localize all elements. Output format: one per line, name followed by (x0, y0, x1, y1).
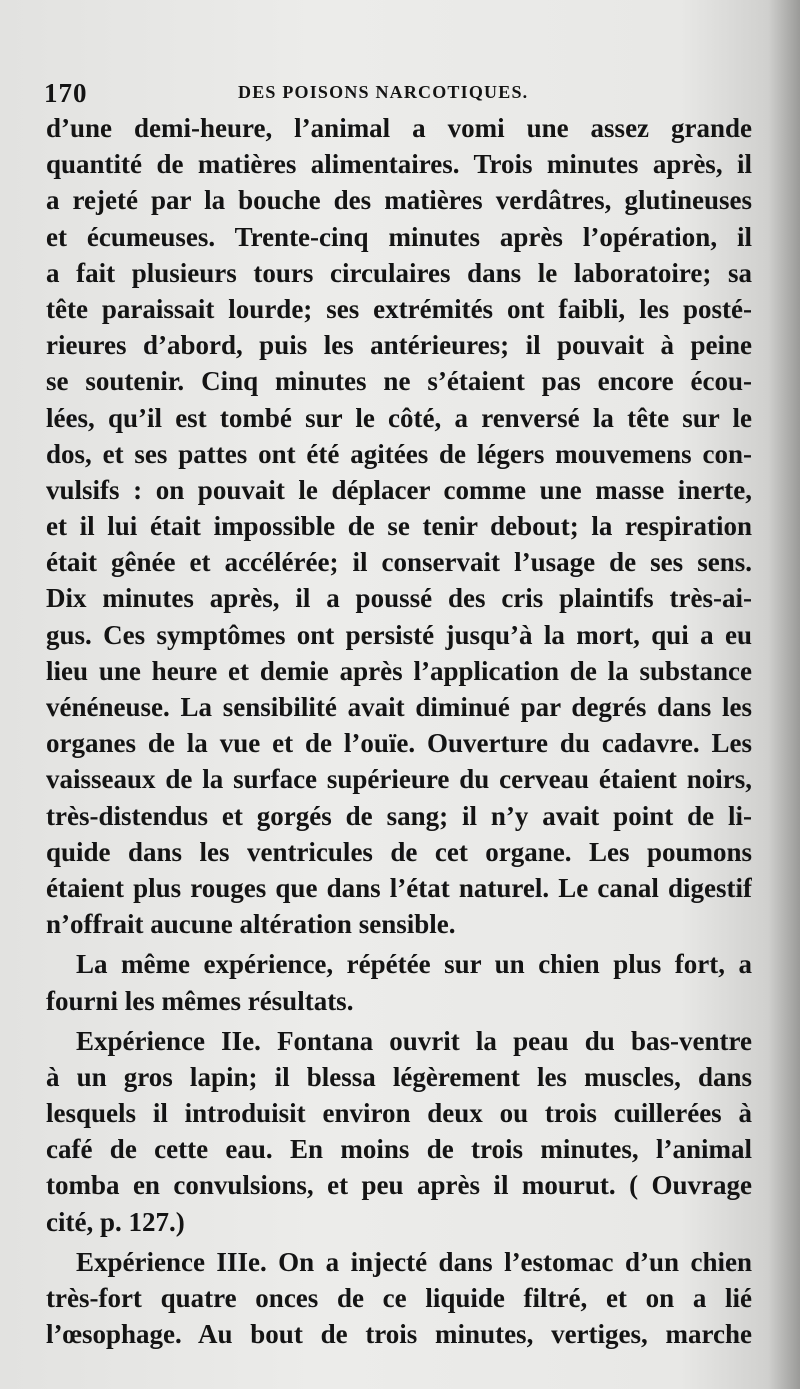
text-line: rieures d’abord, puis les antérieures; il pouvait à peine (46, 330, 752, 361)
text-line: très-fort quatre onces de ce liquide filtré, et on a lié (46, 1283, 752, 1313)
text-line: vaisseaux de la surface supérieure du cerveau étaient noirs, (46, 764, 752, 795)
paragraph-4 (46, 1244, 752, 1353)
text-line: et écumeuses. Trente-cinq minutes après l’opération, il (46, 221, 752, 252)
text-line: lesquels il introduisit environ deux ou trois cuillerées à (46, 1098, 752, 1129)
text-line: vulsifs : on pouvait le déplacer comme une masse inerte, (46, 474, 752, 505)
text-line: a rejeté par la bouche des matières verdâtres, glutineuses (46, 185, 752, 216)
text-line: d’une demi-heure, l’animal a vomi une assez grande (46, 113, 752, 143)
text-line: l’œsophage. Au bout de trois minutes, vertiges, marche (46, 1319, 752, 1350)
text-line: Expérience IIe. Fontana ouvrit la peau du bas-ventre (76, 1025, 752, 1056)
text-line: n’offrait aucune altération sensible. (46, 909, 456, 940)
paragraph-3 (46, 1023, 752, 1240)
text-line: à un gros lapin; il blessa légèrement les muscles, dans (46, 1061, 752, 1092)
text-line: a fait plusieurs tours circulaires dans le laboratoire; sa (46, 257, 752, 288)
text-line: Expérience IIIe. On a injecté dans l’estomac d’un chien (76, 1246, 752, 1277)
text-line: et il lui était impossible de se tenir debout; la respiration (46, 511, 752, 542)
text-line: quantité de matières alimentaires. Trois minutes après, il (46, 149, 752, 180)
running-title: DES POISONS NARCOTIQUES. (238, 82, 529, 102)
text-line: dos, et ses pattes ont été agitées de légers mouvemens con- (46, 438, 752, 469)
body-text (46, 110, 752, 1352)
text-line: fourni les mêmes résultats. (46, 985, 354, 1016)
text-line: vénéneuse. La sensibilité avait diminué par degrés dans les (46, 692, 752, 722)
text-line: tomba en convulsions, et peu après il mourut. ( Ouvrage (46, 1170, 752, 1201)
page-header (44, 78, 754, 108)
text-line: quide dans les ventricules de cet organe. Les poumons (46, 836, 752, 867)
text-line: gus. Ces symptômes ont persisté jusqu’à la mort, qui a eu (46, 619, 752, 650)
text-line: lieu une heure et demie après l’application de la substance (46, 655, 752, 686)
paragraph-1 (46, 110, 752, 942)
text-line: se soutenir. Cinq minutes ne s’étaient pas encore écou- (46, 366, 752, 397)
page-number: 170 (44, 78, 88, 108)
text-line: organes de la vue et de l’ouïe. Ouverture du cadavre. Les (46, 728, 752, 759)
text-line: étaient plus rouges que dans l’état naturel. Le canal digestif (46, 872, 752, 903)
text-line: cité, p. 127.) (46, 1206, 185, 1237)
text-line: La même expérience, répétée sur un chien plus fort, a (76, 949, 752, 980)
text-line: lées, qu’il est tombé sur le côté, a renversé la tête sur le (46, 402, 752, 433)
text-line: était gênée et accélérée; il conservait l’usage de ses sens. (46, 547, 752, 578)
text-line: tête paraissait lourde; ses extrémités ont faibli, les posté- (46, 293, 752, 324)
text-line: café de cette eau. En moins de trois minutes, l’animal (46, 1134, 752, 1165)
text-line: Dix minutes après, il a poussé des cris plaintifs très-ai- (46, 583, 752, 614)
text-line: très-distendus et gorgés de sang; il n’y avait point de li- (46, 800, 752, 831)
paragraph-2 (46, 946, 752, 1018)
